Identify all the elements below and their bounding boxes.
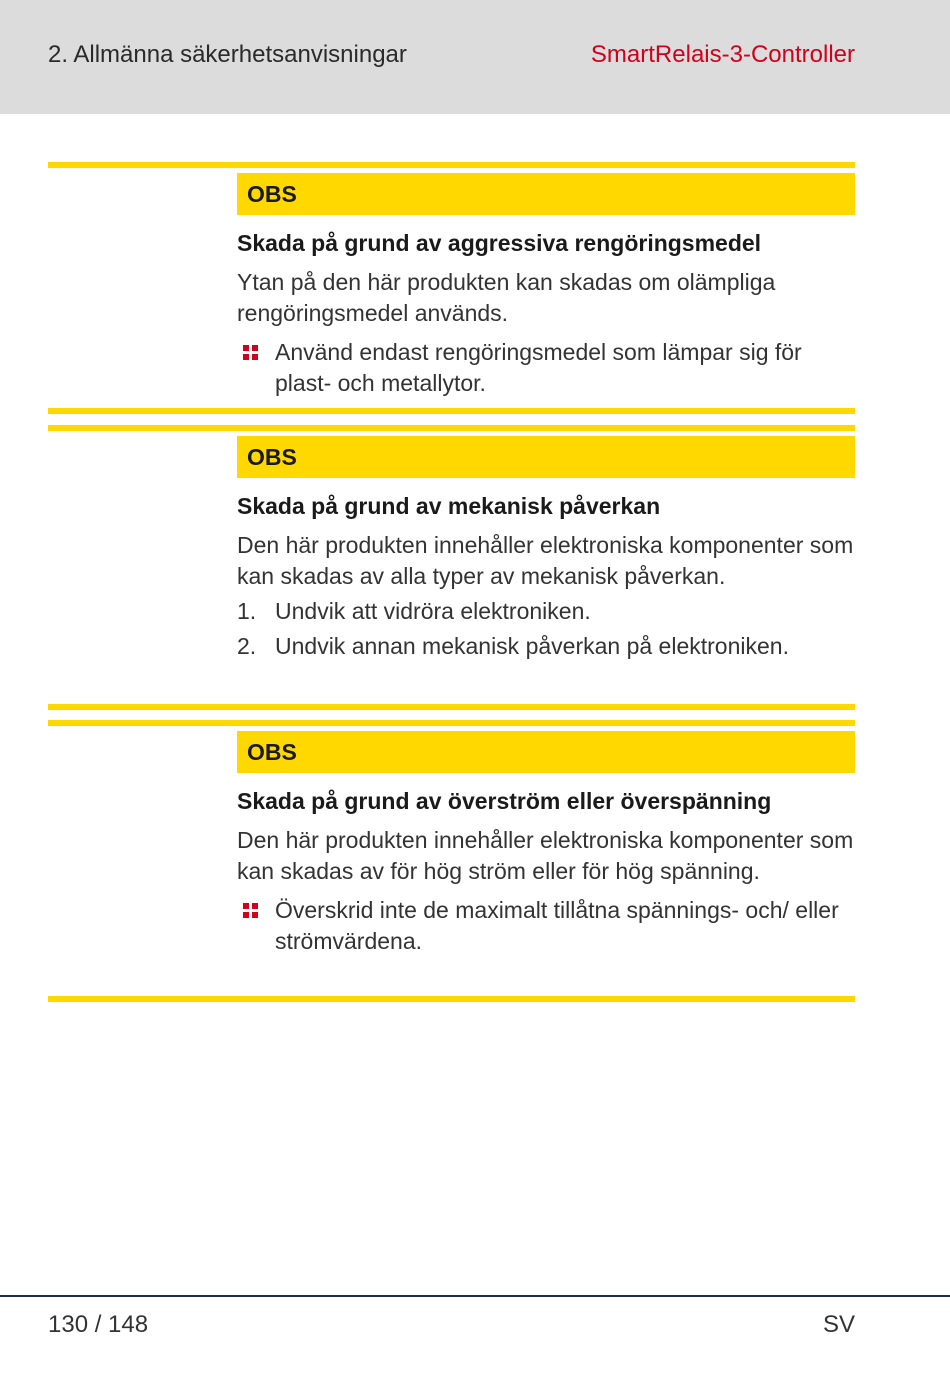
notice-heading: Skada på grund av mekanisk påverkan bbox=[237, 493, 661, 519]
step-number: 1. bbox=[237, 598, 257, 624]
notice-mechanical bbox=[48, 425, 855, 711]
notice-cleaning bbox=[48, 162, 855, 415]
notice-top-bar bbox=[48, 425, 855, 431]
notice-bottom-bar bbox=[48, 996, 855, 1002]
product-name: SmartRelais-3-Controller bbox=[590, 41, 855, 68]
notice-bottom-bar bbox=[48, 408, 855, 414]
notice-overcurrent bbox=[48, 720, 855, 1003]
footer-divider bbox=[0, 1295, 950, 1297]
language-code: SV bbox=[822, 1311, 855, 1338]
notice-text: Ytan på den här produkten kan skadas om olämpliga rengöringsmedel används. bbox=[237, 269, 776, 326]
notice-top-bar bbox=[48, 162, 855, 168]
section-title: 2. Allmänna säkerhetsanvisningar bbox=[48, 41, 407, 68]
notice-label: OBS bbox=[237, 436, 855, 478]
step-text: Undvik annan mekanisk påverkan på elektroniken. bbox=[275, 633, 789, 659]
notice-label: OBS bbox=[237, 173, 855, 215]
bullet-text: Använd endast rengöringsmedel som lämpar sig för plast- och metallytor. bbox=[275, 339, 802, 396]
notice-heading: Skada på grund av överström eller överspänning bbox=[237, 788, 772, 814]
notice-bottom-bar bbox=[48, 704, 855, 710]
step-text: Undvik att vidröra elektroniken. bbox=[275, 598, 591, 624]
red-square-bullet-icon bbox=[243, 345, 259, 361]
step-number: 2. bbox=[237, 633, 257, 659]
notice-step bbox=[237, 631, 855, 662]
notice-bullet bbox=[237, 895, 855, 957]
notice-text: Den här produkten innehåller elektroniska komponenter som kan skadas av alla typer av mekanisk påverkan. bbox=[237, 532, 854, 589]
notice-text: Den här produkten innehåller elektroniska komponenter som kan skadas av för hög ström eller för hög spänning. bbox=[237, 827, 854, 884]
notice-label: OBS bbox=[237, 731, 855, 773]
red-square-bullet-icon bbox=[243, 903, 259, 919]
bullet-text: Överskrid inte de maximalt tillåtna spännings- och/ eller strömvärdena. bbox=[275, 897, 839, 954]
notice-step bbox=[237, 596, 855, 627]
notice-heading: Skada på grund av aggressiva rengöringsmedel bbox=[237, 230, 762, 256]
page-header bbox=[0, 0, 950, 114]
notice-bullet bbox=[237, 337, 855, 399]
notice-top-bar bbox=[48, 720, 855, 726]
page-number: 130 / 148 bbox=[48, 1311, 149, 1338]
